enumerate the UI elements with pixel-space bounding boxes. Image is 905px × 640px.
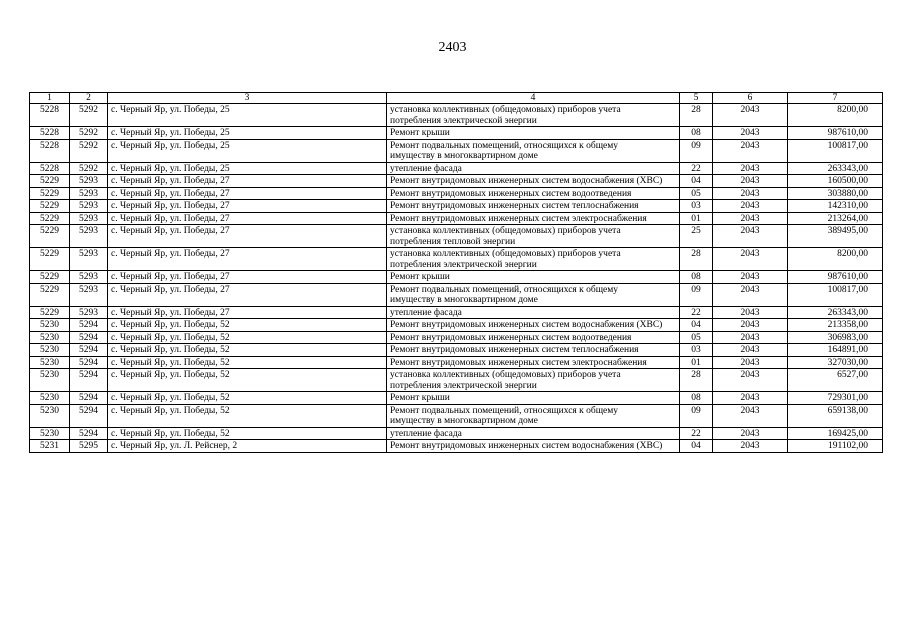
address-cell: с. Черный Яр, ул. Победы, 25 (108, 127, 387, 140)
year-cell: 2043 (713, 162, 788, 175)
work-type-cell: Ремонт подвальных помещений, относящихся к общему имуществу в многоквартирном доме (387, 139, 680, 162)
table-row (30, 212, 883, 225)
table-row (30, 225, 883, 248)
table-row (30, 187, 883, 200)
house-id-cell: 5292 (70, 139, 108, 162)
work-code-cell: 28 (680, 369, 713, 392)
year-cell: 2043 (713, 344, 788, 357)
work-type-cell: Ремонт крыши (387, 392, 680, 405)
table-row (30, 127, 883, 140)
work-code-cell: 08 (680, 127, 713, 140)
page-number: 2403 (438, 40, 467, 55)
address-cell: с. Черный Яр, ул. Победы, 27 (108, 271, 387, 284)
amount-cell: 8200,00 (788, 104, 883, 127)
table-row (30, 248, 883, 271)
year-cell: 2043 (713, 404, 788, 427)
address-cell: с. Черный Яр, ул. Победы, 52 (108, 319, 387, 332)
row-number-cell: 5228 (30, 104, 70, 127)
amount-cell: 659138,00 (788, 404, 883, 427)
work-type-cell: Ремонт внутридомовых инженерных систем электроснабжения (387, 212, 680, 225)
amount-cell: 303880,00 (788, 187, 883, 200)
address-cell: с. Черный Яр, ул. Победы, 27 (108, 283, 387, 306)
row-number-cell: 5229 (30, 200, 70, 213)
house-id-cell: 5293 (70, 271, 108, 284)
work-type-cell: установка коллективных (общедомовых) приборов учета потребления электрической энергии (387, 248, 680, 271)
table-row (30, 344, 883, 357)
address-cell: с. Черный Яр, ул. Победы, 25 (108, 162, 387, 175)
work-code-cell: 08 (680, 271, 713, 284)
row-number-cell: 5229 (30, 271, 70, 284)
year-cell: 2043 (713, 331, 788, 344)
year-cell: 2043 (713, 283, 788, 306)
amount-cell: 100817,00 (788, 139, 883, 162)
row-number-cell: 5229 (30, 225, 70, 248)
amount-cell: 987610,00 (788, 271, 883, 284)
amount-cell: 306983,00 (788, 331, 883, 344)
address-cell: с. Черный Яр, ул. Победы, 52 (108, 404, 387, 427)
table-row (30, 104, 883, 127)
house-id-cell: 5294 (70, 427, 108, 440)
column-header: 2 (70, 93, 108, 104)
work-code-cell: 05 (680, 331, 713, 344)
table-row (30, 427, 883, 440)
address-cell: с. Черный Яр, ул. Победы, 27 (108, 175, 387, 188)
work-code-cell: 03 (680, 200, 713, 213)
work-type-cell: утепление фасада (387, 427, 680, 440)
row-number-cell: 5228 (30, 139, 70, 162)
amount-cell: 327030,00 (788, 356, 883, 369)
amount-cell: 213358,00 (788, 319, 883, 332)
amount-cell: 160500,00 (788, 175, 883, 188)
year-cell: 2043 (713, 225, 788, 248)
address-cell: с. Черный Яр, ул. Победы, 27 (108, 200, 387, 213)
table-row (30, 162, 883, 175)
row-number-cell: 5230 (30, 392, 70, 405)
address-cell: с. Черный Яр, ул. Победы, 25 (108, 104, 387, 127)
address-cell: с. Черный Яр, ул. Л. Рейснер, 2 (108, 440, 387, 453)
work-code-cell: 04 (680, 175, 713, 188)
amount-cell: 164891,00 (788, 344, 883, 357)
year-cell: 2043 (713, 306, 788, 319)
amount-cell: 191102,00 (788, 440, 883, 453)
column-header: 1 (30, 93, 70, 104)
row-number-cell: 5230 (30, 369, 70, 392)
amount-cell: 213264,00 (788, 212, 883, 225)
work-code-cell: 28 (680, 248, 713, 271)
table-row (30, 392, 883, 405)
address-cell: с. Черный Яр, ул. Победы, 52 (108, 392, 387, 405)
row-number-cell: 5229 (30, 248, 70, 271)
work-type-cell: Ремонт внутридомовых инженерных систем водоснабжения (ХВС) (387, 175, 680, 188)
table-row (30, 283, 883, 306)
work-type-cell: Ремонт подвальных помещений, относящихся к общему имуществу в многоквартирном доме (387, 283, 680, 306)
year-cell: 2043 (713, 175, 788, 188)
work-type-cell: утепление фасада (387, 306, 680, 319)
year-cell: 2043 (713, 127, 788, 140)
work-code-cell: 05 (680, 187, 713, 200)
work-code-cell: 01 (680, 212, 713, 225)
work-code-cell: 25 (680, 225, 713, 248)
work-type-cell: утепление фасада (387, 162, 680, 175)
table-row (30, 319, 883, 332)
table-row (30, 175, 883, 188)
column-header: 4 (387, 93, 680, 104)
amount-cell: 100817,00 (788, 283, 883, 306)
work-code-cell: 09 (680, 404, 713, 427)
row-number-cell: 5229 (30, 187, 70, 200)
column-header: 5 (680, 93, 713, 104)
amount-cell: 987610,00 (788, 127, 883, 140)
amount-cell: 142310,00 (788, 200, 883, 213)
work-type-cell: Ремонт внутридомовых инженерных систем теплоснабжения (387, 200, 680, 213)
amount-cell: 263343,00 (788, 306, 883, 319)
address-cell: с. Черный Яр, ул. Победы, 52 (108, 427, 387, 440)
house-id-cell: 5292 (70, 162, 108, 175)
row-number-cell: 5229 (30, 283, 70, 306)
work-code-cell: 08 (680, 392, 713, 405)
table-row (30, 356, 883, 369)
year-cell: 2043 (713, 427, 788, 440)
table-body (30, 104, 883, 453)
house-id-cell: 5294 (70, 331, 108, 344)
house-id-cell: 5293 (70, 212, 108, 225)
work-type-cell: Ремонт внутридомовых инженерных систем водоотведения (387, 187, 680, 200)
work-code-cell: 09 (680, 139, 713, 162)
address-cell: с. Черный Яр, ул. Победы, 52 (108, 356, 387, 369)
house-id-cell: 5294 (70, 344, 108, 357)
work-code-cell: 22 (680, 306, 713, 319)
amount-cell: 169425,00 (788, 427, 883, 440)
row-number-cell: 5230 (30, 427, 70, 440)
work-code-cell: 04 (680, 319, 713, 332)
house-id-cell: 5293 (70, 225, 108, 248)
work-type-cell: Ремонт внутридомовых инженерных систем водоснабжения (ХВС) (387, 440, 680, 453)
year-cell: 2043 (713, 200, 788, 213)
work-code-cell: 03 (680, 344, 713, 357)
header-row (30, 93, 883, 104)
row-number-cell: 5230 (30, 404, 70, 427)
table-row (30, 440, 883, 453)
column-header: 6 (713, 93, 788, 104)
work-type-cell: Ремонт подвальных помещений, относящихся к общему имуществу в многоквартирном доме (387, 404, 680, 427)
amount-cell: 729301,00 (788, 392, 883, 405)
work-type-cell: Ремонт внутридомовых инженерных систем водоотведения (387, 331, 680, 344)
house-id-cell: 5295 (70, 440, 108, 453)
table-row (30, 369, 883, 392)
house-id-cell: 5294 (70, 319, 108, 332)
table-row (30, 404, 883, 427)
year-cell: 2043 (713, 139, 788, 162)
row-number-cell: 5228 (30, 127, 70, 140)
work-code-cell: 22 (680, 162, 713, 175)
capital-repair-table (29, 92, 883, 453)
address-cell: с. Черный Яр, ул. Победы, 52 (108, 344, 387, 357)
house-id-cell: 5293 (70, 248, 108, 271)
amount-cell: 263343,00 (788, 162, 883, 175)
year-cell: 2043 (713, 440, 788, 453)
work-code-cell: 22 (680, 427, 713, 440)
house-id-cell: 5293 (70, 283, 108, 306)
table-row (30, 331, 883, 344)
house-id-cell: 5293 (70, 175, 108, 188)
row-number-cell: 5230 (30, 319, 70, 332)
year-cell: 2043 (713, 392, 788, 405)
address-cell: с. Черный Яр, ул. Победы, 52 (108, 369, 387, 392)
amount-cell: 6527,00 (788, 369, 883, 392)
year-cell: 2043 (713, 369, 788, 392)
column-header: 7 (788, 93, 883, 104)
work-type-cell: Ремонт внутридомовых инженерных систем электроснабжения (387, 356, 680, 369)
work-type-cell: Ремонт внутридомовых инженерных систем водоснабжения (ХВС) (387, 319, 680, 332)
row-number-cell: 5229 (30, 306, 70, 319)
house-id-cell: 5293 (70, 200, 108, 213)
work-code-cell: 09 (680, 283, 713, 306)
year-cell: 2043 (713, 319, 788, 332)
house-id-cell: 5294 (70, 356, 108, 369)
row-number-cell: 5229 (30, 175, 70, 188)
table-row (30, 200, 883, 213)
row-number-cell: 5229 (30, 212, 70, 225)
year-cell: 2043 (713, 187, 788, 200)
year-cell: 2043 (713, 356, 788, 369)
house-id-cell: 5294 (70, 369, 108, 392)
row-number-cell: 5230 (30, 344, 70, 357)
work-type-cell: установка коллективных (общедомовых) приборов учета потребления электрической энергии (387, 104, 680, 127)
address-cell: с. Черный Яр, ул. Победы, 27 (108, 306, 387, 319)
row-number-cell: 5230 (30, 331, 70, 344)
work-type-cell: Ремонт крыши (387, 271, 680, 284)
year-cell: 2043 (713, 212, 788, 225)
work-code-cell: 28 (680, 104, 713, 127)
year-cell: 2043 (713, 271, 788, 284)
column-header: 3 (108, 93, 387, 104)
house-id-cell: 5293 (70, 187, 108, 200)
address-cell: с. Черный Яр, ул. Победы, 27 (108, 212, 387, 225)
amount-cell: 389495,00 (788, 225, 883, 248)
work-type-cell: Ремонт внутридомовых инженерных систем теплоснабжения (387, 344, 680, 357)
house-id-cell: 5294 (70, 404, 108, 427)
address-cell: с. Черный Яр, ул. Победы, 27 (108, 187, 387, 200)
table-row (30, 306, 883, 319)
row-number-cell: 5231 (30, 440, 70, 453)
house-id-cell: 5293 (70, 306, 108, 319)
row-number-cell: 5228 (30, 162, 70, 175)
year-cell: 2043 (713, 104, 788, 127)
table-row (30, 139, 883, 162)
address-cell: с. Черный Яр, ул. Победы, 27 (108, 225, 387, 248)
house-id-cell: 5292 (70, 127, 108, 140)
table-row (30, 271, 883, 284)
work-type-cell: установка коллективных (общедомовых) приборов учета потребления электрической энергии (387, 369, 680, 392)
address-cell: с. Черный Яр, ул. Победы, 25 (108, 139, 387, 162)
work-type-cell: Ремонт крыши (387, 127, 680, 140)
work-type-cell: установка коллективных (общедомовых) приборов учета потребления тепловой энергии (387, 225, 680, 248)
amount-cell: 8200,00 (788, 248, 883, 271)
house-id-cell: 5292 (70, 104, 108, 127)
house-id-cell: 5294 (70, 392, 108, 405)
address-cell: с. Черный Яр, ул. Победы, 52 (108, 331, 387, 344)
work-code-cell: 01 (680, 356, 713, 369)
year-cell: 2043 (713, 248, 788, 271)
row-number-cell: 5230 (30, 356, 70, 369)
work-code-cell: 04 (680, 440, 713, 453)
address-cell: с. Черный Яр, ул. Победы, 27 (108, 248, 387, 271)
